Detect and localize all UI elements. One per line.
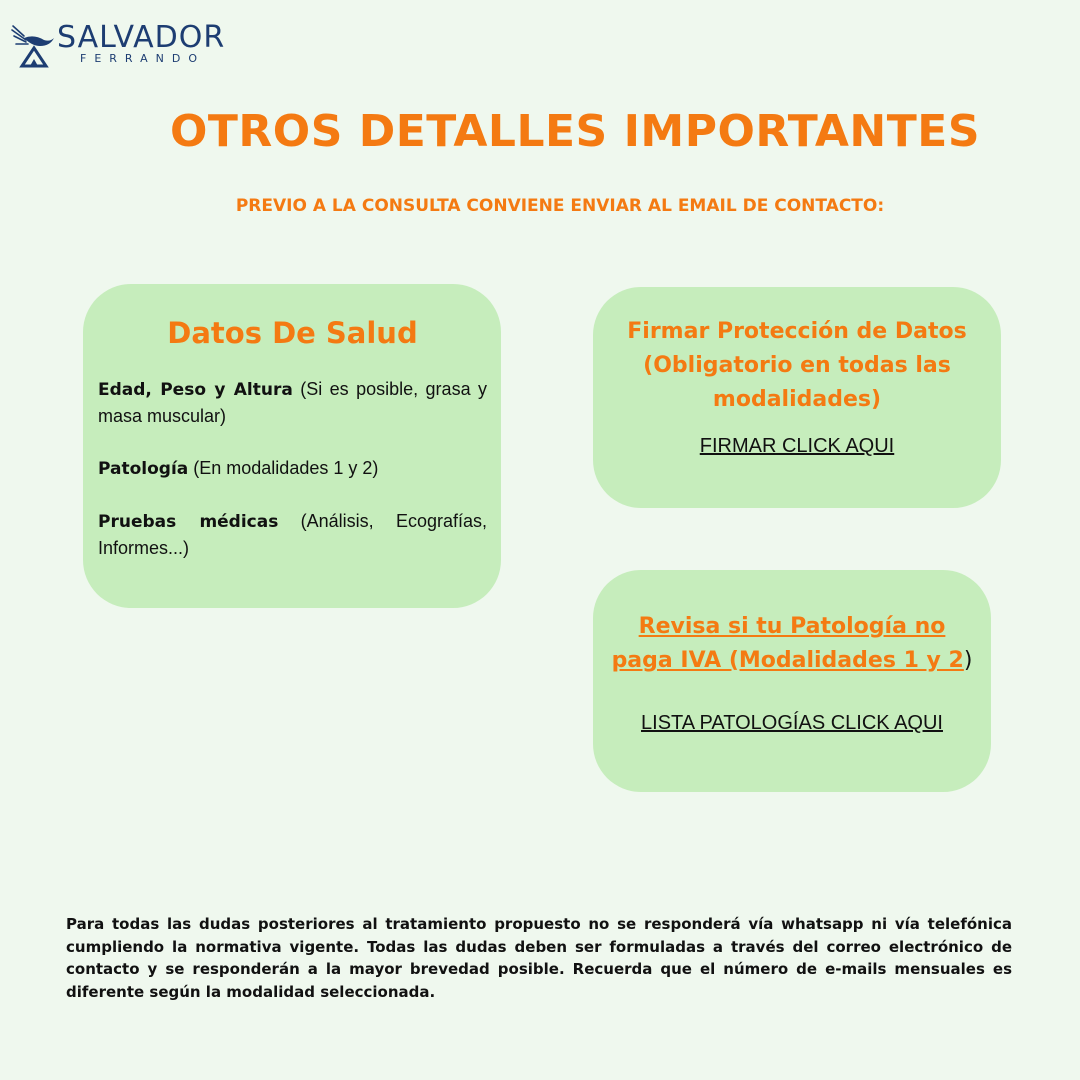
footer-note: Para todas las dudas posteriores al tratamiento propuesto no se responderá vía whatsapp ni vía telefónica cumpliendo la normativa vigente. Todas las dudas deben ser formuladas a través del correo electrónico de contacto y se responderán a la mayor brevedad posible. Recuerda que el número de e-mails mensuales es diferente según la modalidad seleccionada. bbox=[66, 915, 1012, 1001]
bird-pyramid-logo-icon bbox=[10, 24, 58, 68]
health-item-text: (Análisis, Ecografías, Informes...) bbox=[98, 511, 487, 558]
page-subtitle: PREVIO A LA CONSULTA CONVIENE ENVIAR AL EMAIL DE CONTACTO: bbox=[235, 196, 885, 216]
health-item bbox=[98, 508, 487, 561]
iva-heading-link-line2[interactable]: paga IVA (Modalidades 1 y 2 bbox=[611, 648, 964, 673]
heading-line: modalidades) bbox=[712, 387, 882, 412]
heading-line: Firmar Protección de Datos bbox=[627, 319, 967, 344]
iva-heading-link-line1[interactable]: Revisa si tu Patología no bbox=[638, 614, 946, 639]
iva-heading bbox=[603, 610, 981, 678]
data-protection-heading bbox=[603, 315, 991, 417]
pathology-list-link[interactable]: LISTA PATOLOGÍAS CLICK AQUI bbox=[641, 712, 943, 734]
iva-heading-tail: ) bbox=[963, 648, 973, 673]
health-item-bold: Edad, Peso y Altura bbox=[98, 380, 293, 400]
health-item-text: (En modalidades 1 y 2) bbox=[188, 458, 379, 478]
brand-subname: FERRANDO bbox=[80, 52, 205, 65]
health-item-text: (Si es posible, grasa y masa muscular) bbox=[98, 379, 487, 426]
sign-click-link[interactable]: FIRMAR CLICK AQUI bbox=[699, 435, 895, 457]
brand-logo bbox=[10, 20, 226, 70]
health-item-bold: Pruebas médicas bbox=[98, 512, 279, 532]
data-protection-card bbox=[593, 287, 1001, 508]
health-item bbox=[98, 455, 487, 482]
health-item bbox=[98, 376, 487, 429]
health-item-bold: Patología bbox=[98, 459, 189, 479]
brand-name: SALVADOR bbox=[57, 20, 226, 55]
iva-card bbox=[593, 570, 991, 792]
health-data-card bbox=[83, 284, 501, 608]
page-title: OTROS DETALLES IMPORTANTES bbox=[169, 106, 981, 157]
heading-line: (Obligatorio en todas las bbox=[643, 353, 951, 378]
health-card-title: Datos De Salud bbox=[167, 316, 418, 350]
